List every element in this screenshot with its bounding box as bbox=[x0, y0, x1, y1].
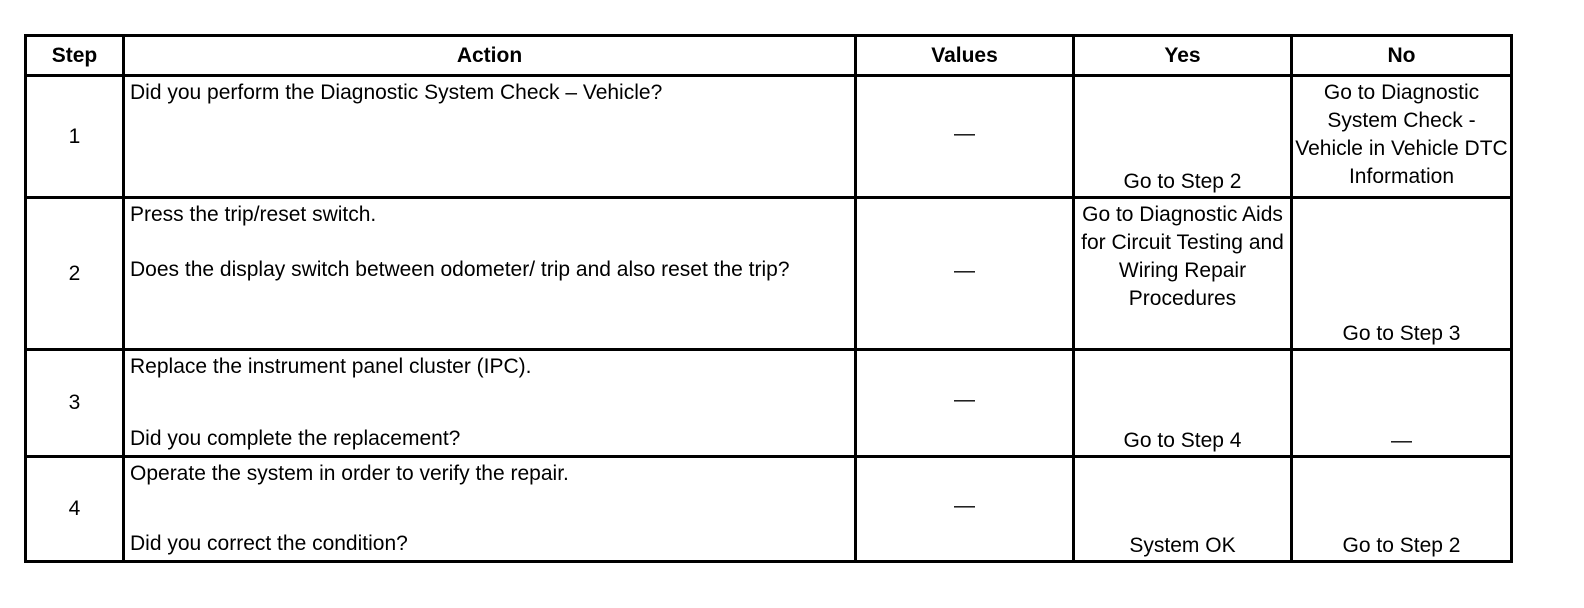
table-row bbox=[26, 76, 1512, 198]
action-text: Did you perform the Diagnostic System Check – Vehicle? bbox=[130, 81, 663, 104]
no-cell: Go to Step 3 bbox=[1292, 198, 1512, 350]
action-cell bbox=[124, 350, 856, 457]
yes-cell: System OK bbox=[1074, 457, 1292, 562]
header-values: Values bbox=[856, 36, 1074, 76]
values-cell bbox=[856, 198, 1074, 350]
header-action: Action bbox=[124, 36, 856, 76]
action-instruction: Press the trip/reset switch. bbox=[130, 203, 377, 226]
action-question: Did you correct the condition? bbox=[130, 532, 408, 555]
no-cell bbox=[1292, 350, 1512, 457]
action-cell bbox=[124, 198, 856, 350]
values-cell bbox=[856, 76, 1074, 198]
action-question: Did you complete the replacement? bbox=[130, 427, 461, 450]
values-dash: — bbox=[954, 494, 975, 517]
diagnostic-table bbox=[24, 34, 1513, 563]
table-row bbox=[26, 350, 1512, 457]
no-cell: Go to Diagnostic System Check - Vehicle in Vehicle DTC Information bbox=[1292, 76, 1512, 198]
yes-cell: Go to Step 4 bbox=[1074, 350, 1292, 457]
action-question: Does the display switch between odometer/ trip and also reset the trip? bbox=[130, 258, 790, 281]
no-dash: — bbox=[1391, 429, 1412, 452]
step-number: 1 bbox=[26, 76, 124, 198]
values-cell bbox=[856, 350, 1074, 457]
table-header-row bbox=[26, 36, 1512, 76]
header-no: No bbox=[1292, 36, 1512, 76]
header-step: Step bbox=[26, 36, 124, 76]
action-cell bbox=[124, 457, 856, 562]
values-cell bbox=[856, 457, 1074, 562]
step-number: 2 bbox=[26, 198, 124, 350]
values-dash: — bbox=[954, 121, 975, 145]
values-dash: — bbox=[954, 388, 975, 411]
table-row bbox=[26, 457, 1512, 562]
action-instruction: Operate the system in order to verify the repair. bbox=[130, 462, 569, 485]
header-yes: Yes bbox=[1074, 36, 1292, 76]
action-cell bbox=[124, 76, 856, 198]
table-row bbox=[26, 198, 1512, 350]
yes-cell: Go to Diagnostic Aids for Circuit Testing and Wiring Repair Procedures bbox=[1074, 198, 1292, 350]
no-cell: Go to Step 2 bbox=[1292, 457, 1512, 562]
step-number: 4 bbox=[26, 457, 124, 562]
step-number: 3 bbox=[26, 350, 124, 457]
yes-cell: Go to Step 2 bbox=[1074, 76, 1292, 198]
action-instruction: Replace the instrument panel cluster (IPC). bbox=[130, 355, 532, 378]
values-dash: — bbox=[954, 258, 975, 282]
